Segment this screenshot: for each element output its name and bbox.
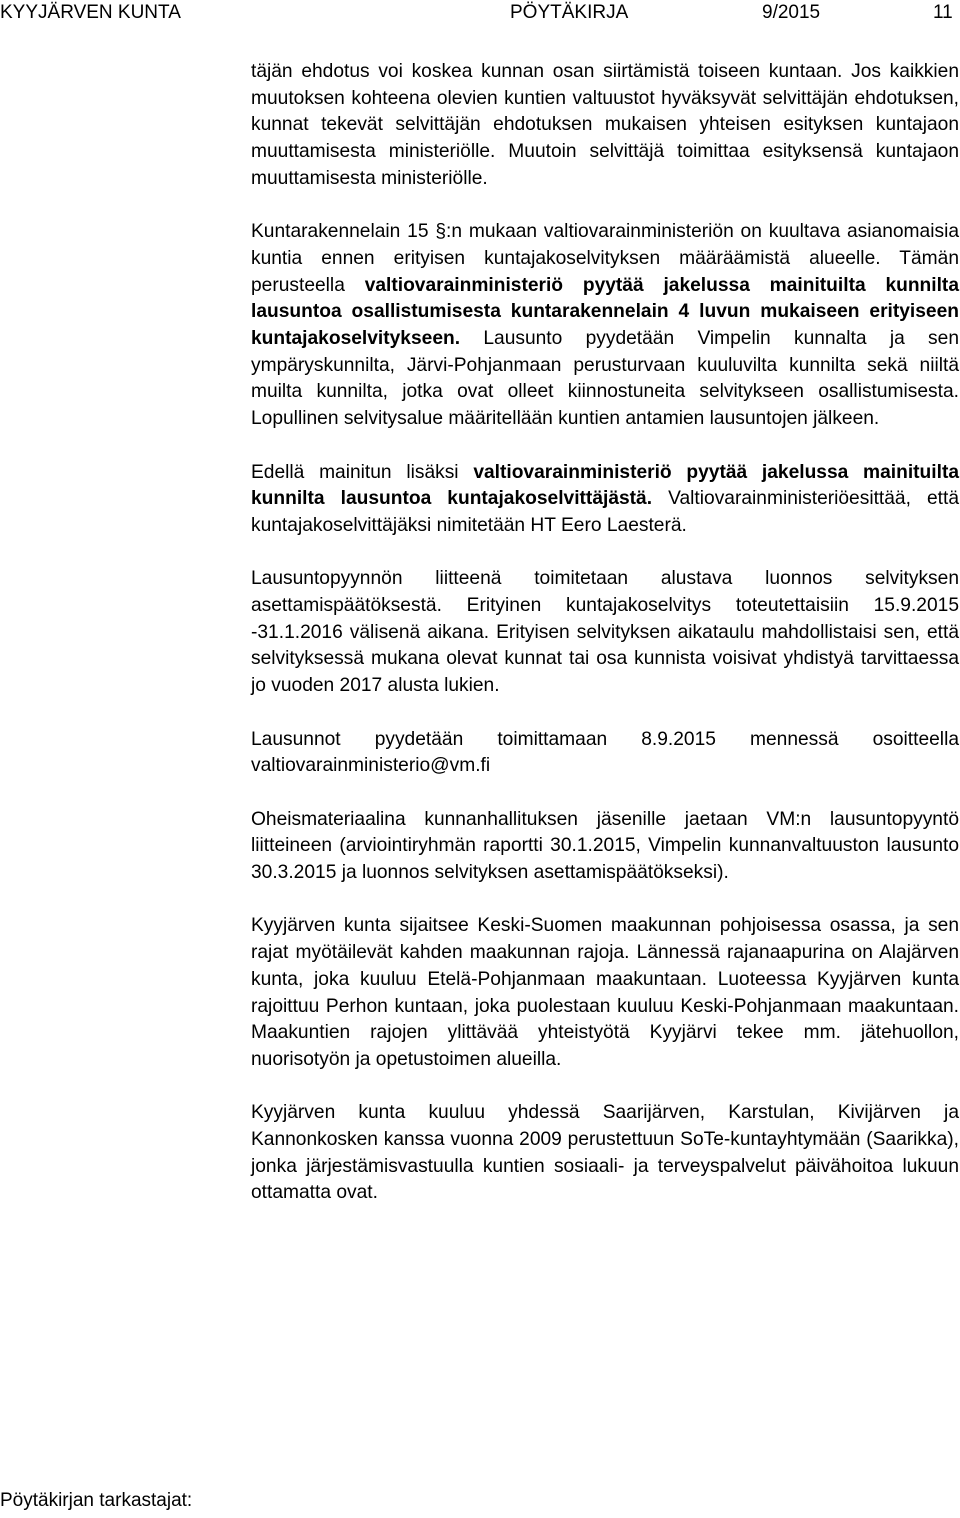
paragraph-text: Valtiovarainministeriöesittää, että kuntajakoselvittäjäksi nimitetään HT Eero Laesterä. (251, 488, 959, 536)
paragraph-consultation (251, 219, 959, 433)
paragraph-location: Kyyjärven kunta sijaitsee Keski-Suomen maakunnan pohjoisessa osassa, ja sen rajat myötäilevät kahden maakunnan rajoja. Lännessä rajanaapurina on Alajärven kunta, joka kuuluu Etelä-Pohjanmaan maakuntaan. Luoteessa Kyyjärven kunta rajoittuu Perhon kuntaan, joka puolestaan kuuluu Keski-Pohjanmaan maakuntaan. Maakuntien rajojen ylittävää yhteistyötä Kyyjärvi tekee mm. jätehuollon, nuorisotyön ja opetustoimen alueilla. (251, 915, 959, 1070)
document-number: 9/2015 (762, 2, 821, 23)
paragraph-schedule: Lausuntopyynnön liitteenä toimitetaan alustava luonnos selvityksen asettamispäätöksestä. Erityinen kuntajakoselvitys toteutettaisiin 15.9.2015 -31.1.2016 välisenä aikana. Erityisen selvityksen aikataulu mahdollistaisi sen, että selvityksessä mukana olevat kunnat tai osa kunnista voisivat yhdistyä tarvittaessa jo vuoden 2017 alusta lukien. (251, 568, 959, 697)
paragraph-selvittaja-statement (251, 460, 959, 540)
document-body (251, 59, 959, 1234)
page-number: 11 (933, 2, 953, 23)
page-header (0, 2, 960, 28)
paragraph-deadline: Lausunnot pyydetään toimittamaan 8.9.2015 mennessä osoitteella valtiovarainministerio@vm.fi (251, 728, 959, 777)
organization-name: KYYJÄRVEN KUNTA (0, 2, 181, 23)
paragraph-text: Kuntarakennelain 15 §:n mukaan valtiovarainministeriön on kuultava asianomaisia kuntia ennen erityisen kuntajakoselvityksen määräämistä alueelle. Tämän perusteella (251, 221, 959, 296)
paragraph-text: Edellä mainitun lisäksi (251, 461, 474, 483)
footer-reviewers-label: Pöytäkirjan tarkastajat: (0, 1490, 193, 1511)
emphasis-text: valtiovarainministeriö pyytää jakelussa mainituilta kunnilta lausuntoa osallistumisesta kuntarakennelain 4 luvun mukaiseen erityiseen kuntajakoselvitykseen. (251, 274, 959, 350)
paragraph-sote: Kyyjärven kunta kuuluu yhdessä Saarijärven, Karstulan, Kivijärven ja Kannonkosken kanssa vuonna 2009 perustettuun SoTe-kuntayhtymään (Saarikka), jonka järjestämisvastuulla kuntien sosiaali- ja terveyspalvelut päivähoitoa lukuun ottamatta ovat. (251, 1102, 959, 1204)
emphasis-text: valtiovarainministeriö pyytää jakelussa mainituilta kunnilta lausuntoa kuntajakoselvittäjästä. (251, 461, 959, 510)
paragraph-selvittaja-proposal: täjän ehdotus voi koskea kunnan osan siirtämistä toiseen kuntaan. Jos kaikkien muutoksen kohteena olevien kuntien valtuustot hyväksyvät selvittäjän ehdotuksen, kunnat tekevät selvittäjän ehdotuksen mukaisen yhteisen esityksen kuntajaon muuttamisesta ministeriölle. Muutoin selvittäjä toimittaa esityksensä kuntajaon muuttamisesta ministeriölle. (251, 61, 959, 189)
paragraph-text: Lausunto pyydetään Vimpelin kunnalta ja sen ympäryskunnilta, Järvi-Pohjanmaan perusturvaan kuuluvilta kunnilta sekä niiltä muilta kunnilta, jotka ovat olleet kiinnostuneita selvitykseen osallistumisesta. Lopullinen selvitysalue määritellään kuntien antamien lausuntojen jälkeen. (251, 328, 959, 430)
document-type: PÖYTÄKIRJA (510, 2, 629, 23)
paragraph-materials: Oheismateriaalina kunnanhallituksen jäsenille jaetaan VM:n lausuntopyyntö liitteineen (arviointiryhmän raportti 30.1.2015, Vimpelin kunnanvaltuuston lausunto 30.3.2015 ja luonnos selvityksen asettamispäätökseksi). (251, 808, 959, 884)
